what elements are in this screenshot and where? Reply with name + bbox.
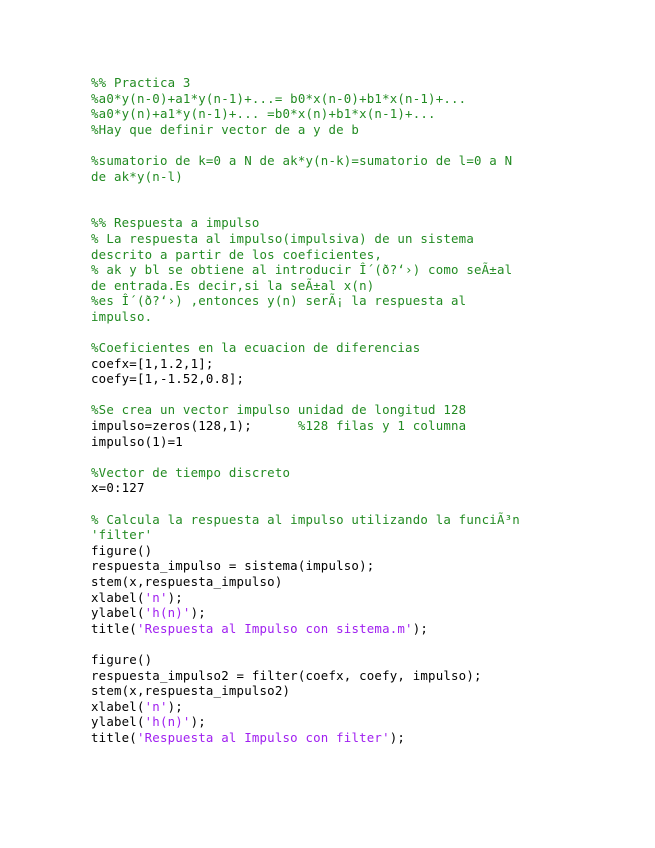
code-text: stem(x,respuesta_impulso)	[91, 574, 283, 589]
code-text: respuesta_impulso = sistema(impulso);	[91, 558, 375, 574]
comment-text: de entrada.Es decir,si la seÃ±al x(n)	[91, 277, 375, 293]
code-line	[91, 169, 651, 185]
blank-line	[91, 387, 651, 403]
code-text: );	[190, 605, 206, 621]
code-line	[91, 465, 651, 481]
code-line	[91, 652, 651, 668]
string-literal: 'h(n)'	[144, 714, 191, 730]
code-line	[91, 480, 651, 496]
comment-text: %a0*y(n-0)+a1*y(n-1)+...= b0*x(n-0)+b1*x(n-1)+...	[91, 90, 467, 106]
code-line	[91, 262, 651, 278]
comment-text: %% Practica 3	[91, 75, 191, 90]
comment-text: %Vector de tiempo discreto	[91, 464, 291, 480]
code-line	[91, 512, 651, 528]
code-line	[91, 91, 651, 107]
blank-line	[91, 137, 651, 153]
code-text: stem(x,respuesta_impulso2)	[91, 683, 291, 699]
code-text: x=0:127	[91, 480, 145, 496]
code-text: figure()	[91, 651, 153, 667]
code-text: );	[389, 729, 406, 745]
code-line	[91, 278, 651, 294]
comment-text: % ak y bl se obtiene al introducir Î´(ð?‘›) como seÃ±al	[91, 262, 513, 278]
code-line	[91, 247, 651, 263]
code-line	[91, 293, 651, 309]
code-text: title(	[91, 729, 137, 745]
comment-text: descrito a partir de los coeficientes,	[91, 246, 383, 262]
code-line	[91, 340, 651, 356]
comment-text: %a0*y(n)+a1*y(n-1)+... =b0*x(n)+b1*x(n-1)+...	[91, 106, 436, 122]
code-line	[91, 730, 651, 746]
comment-text: %Se crea un vector impulso unidad de longitud 128	[91, 402, 467, 418]
blank-line	[91, 200, 651, 216]
blank-line	[91, 496, 651, 512]
code-line	[91, 356, 651, 372]
code-text: );	[167, 698, 183, 714]
code-line	[91, 683, 651, 699]
code-text: );	[190, 714, 206, 730]
string-literal: 'Respuesta al Impulso con sistema.m'	[136, 620, 413, 636]
code-text: ylabel(	[91, 714, 145, 730]
code-line	[91, 418, 651, 434]
blank-line	[91, 325, 651, 341]
string-literal: 'Respuesta al Impulso con filter'	[136, 729, 390, 745]
code-text: respuesta_impulso2 = filter(coefx, coefy, impulso);	[91, 667, 482, 683]
code-line	[91, 590, 651, 606]
string-literal: 'n'	[144, 698, 168, 714]
code-text: impulso(1)=1	[91, 433, 183, 449]
blank-line	[91, 636, 651, 652]
code-line	[91, 231, 651, 247]
code-text: );	[167, 589, 183, 605]
code-text: title(	[91, 620, 137, 636]
comment-text: %Hay que definir vector de a y de b	[91, 121, 360, 137]
comment-text: %Coeficientes en la ecuacion de diferencias	[91, 340, 421, 356]
code-line	[91, 309, 651, 325]
comment-text: %sumatorio de k=0 a N de ak*y(n-k)=sumatorio de l=0 a N	[91, 152, 513, 168]
code-line	[91, 527, 651, 543]
code-line	[91, 543, 651, 559]
code-text: );	[412, 620, 429, 636]
string-literal: 'h(n)'	[144, 605, 191, 621]
string-literal: 'n'	[144, 589, 168, 605]
comment-text: de ak*y(n-l)	[91, 168, 183, 184]
code-line	[91, 75, 651, 91]
code-text: figure()	[91, 542, 153, 558]
blank-line	[91, 449, 651, 465]
code-line	[91, 122, 651, 138]
comment-text: %es Î´(ð?‘›) ,entonces y(n) serÃ¡ la respuesta al	[91, 293, 467, 309]
code-line	[91, 605, 651, 621]
code-line	[91, 153, 651, 169]
code-line	[91, 106, 651, 122]
blank-line	[91, 184, 651, 200]
code-text: xlabel(	[91, 589, 145, 605]
code-line	[91, 714, 651, 730]
code-line	[91, 371, 651, 387]
code-text: impulso=zeros(128,1);	[91, 418, 298, 434]
comment-text: % La respuesta al impulso(impulsiva) de un sistema	[91, 230, 474, 246]
comment-text: 'filter'	[91, 527, 153, 543]
code-line	[91, 699, 651, 715]
matlab-code-listing	[91, 75, 651, 746]
code-text: xlabel(	[91, 698, 145, 714]
comment-text: %128 filas y 1 columna	[297, 418, 467, 434]
code-text: coefy=[1,-1.52,0.8];	[91, 371, 245, 387]
comment-text: impulso.	[91, 308, 153, 324]
code-line	[91, 215, 651, 231]
code-line	[91, 558, 651, 574]
code-line	[91, 402, 651, 418]
code-text: coefx=[1,1.2,1];	[91, 355, 214, 371]
comment-text: %% Respuesta a impulso	[91, 215, 260, 231]
code-line	[91, 621, 651, 637]
code-line	[91, 434, 651, 450]
code-line	[91, 574, 651, 590]
code-line	[91, 668, 651, 684]
comment-text: % Calcula la respuesta al impulso utilizando la funciÃ³n	[91, 511, 520, 527]
code-text: ylabel(	[91, 605, 145, 621]
